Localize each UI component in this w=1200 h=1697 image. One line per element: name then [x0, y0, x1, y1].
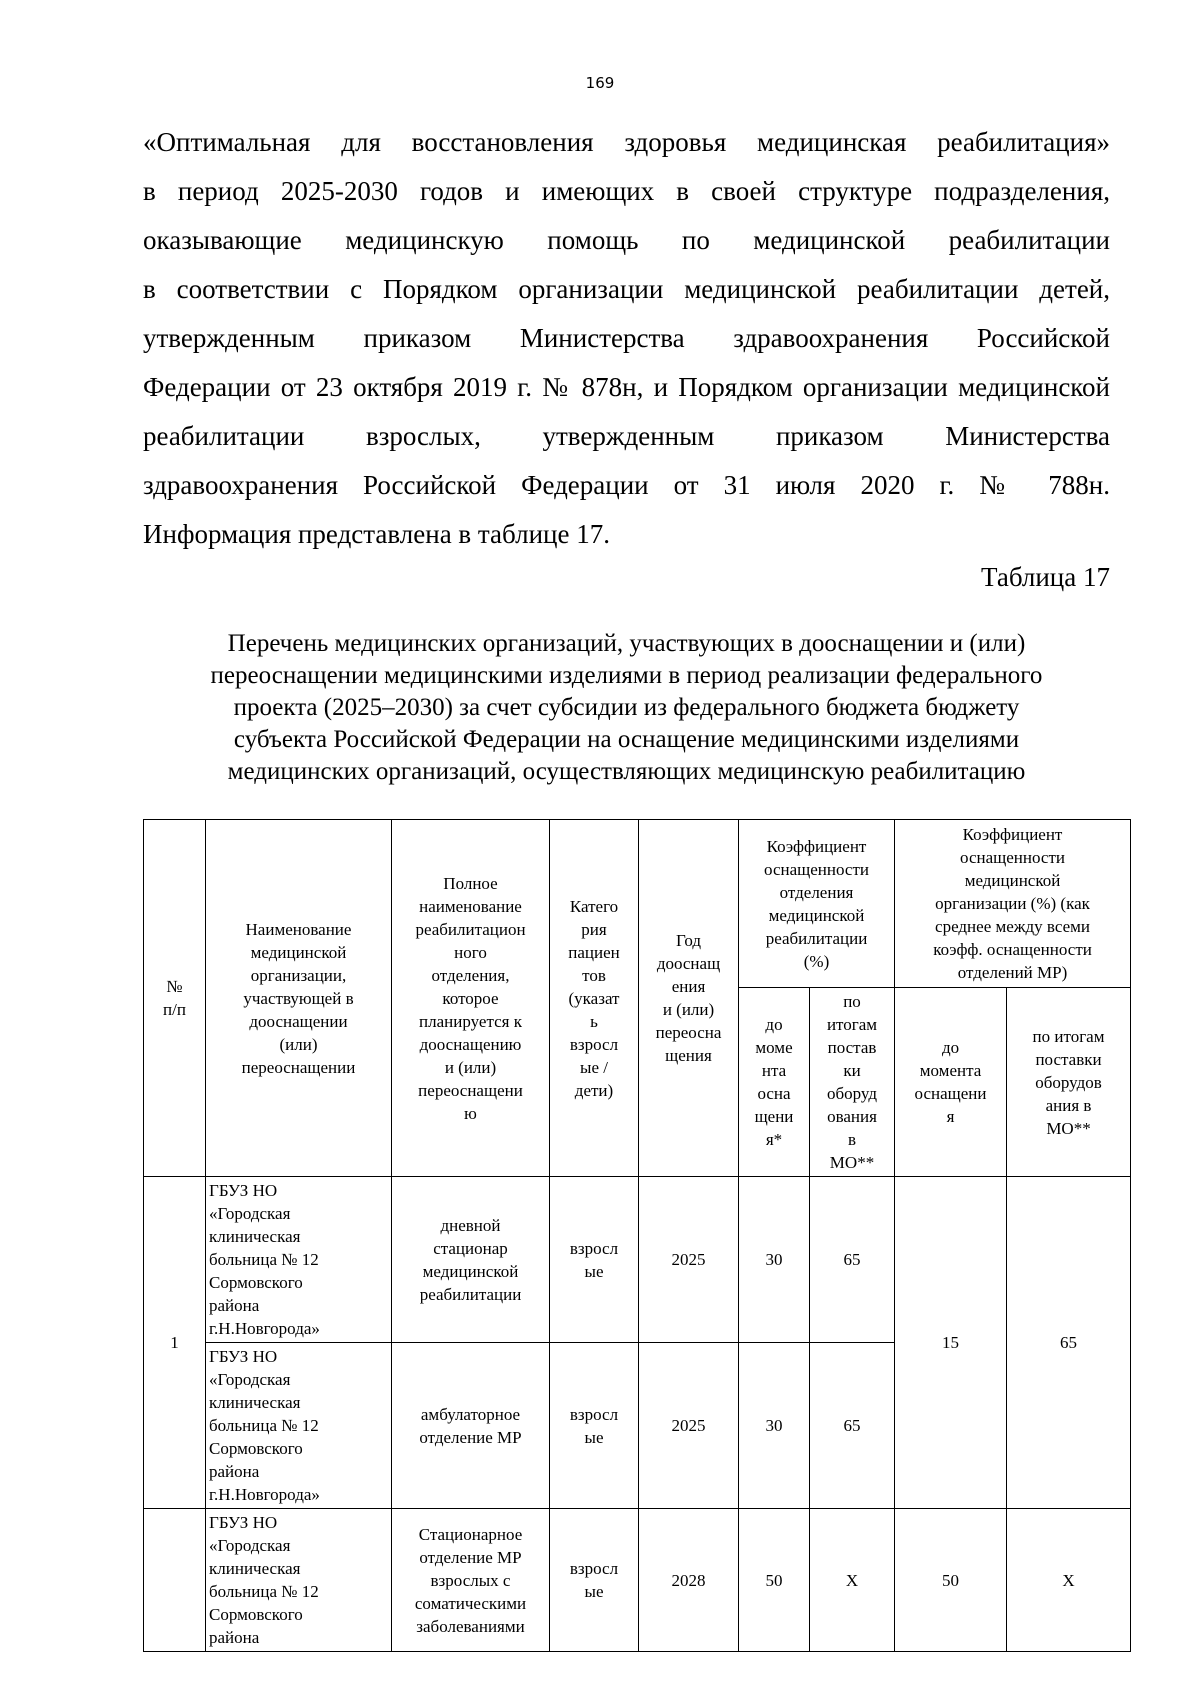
patient-category: взросл ые [550, 1343, 639, 1509]
dept-name: дневной стационар медицинской реабилитации [392, 1177, 550, 1343]
paragraph-line: реабилитации взрослых, утвержденным приказом Министерства [143, 421, 1110, 451]
dept-coef-after: 65 [810, 1177, 895, 1343]
paragraph-line: Информация представлена в таблице 17. [143, 519, 610, 549]
header-dept-coef-before: до моме нта осна щени я* [739, 988, 810, 1177]
year: 2025 [639, 1343, 739, 1509]
table-label: Таблица 17 [981, 562, 1110, 592]
paragraph-line: в период 2025-2030 годов и имеющих в своей структуре подразделения, [143, 176, 1110, 206]
paragraph-line: «Оптимальная для восстановления здоровья медицинская реабилитация» [143, 127, 1110, 157]
paragraph-line: оказывающие медицинскую помощь по медицинской реабилитации [143, 225, 1110, 255]
caption-line: переоснащении медицинскими изделиями в период реализации федерального [210, 662, 1043, 689]
org-coef-before: 15 [895, 1177, 1007, 1509]
header-dept-coef-after: по итогам постав ки оборуд ования в МО** [810, 988, 895, 1177]
caption-line: Перечень медицинских организаций, участвующих в дооснащении и (или) [227, 630, 1026, 657]
dept-coef-after: 65 [810, 1343, 895, 1509]
paragraph-line: Федерации от 23 октября 2019 г. № 878н, и Порядком организации медицинской [143, 372, 1110, 402]
patient-category: взросл ые [550, 1177, 639, 1343]
org-name: ГБУЗ НО «Городская клиническая больница № 12 Сормовского района г.Н.Новгорода» [206, 1343, 392, 1509]
row-number [144, 1509, 206, 1652]
dept-coef-before: 30 [739, 1177, 810, 1343]
dept-name: Стационарное отделение МР взрослых с соматическими заболеваниями [392, 1509, 550, 1652]
table-row [144, 1509, 1131, 1652]
header-row [144, 820, 1131, 988]
dept-coef-before: 50 [739, 1509, 810, 1652]
org-coef-before: 50 [895, 1509, 1007, 1652]
dept-name: амбулаторное отделение МР [392, 1343, 550, 1509]
caption-line: субъекта Российской Федерации на оснащение медицинскими изделиями [233, 726, 1020, 753]
header-org-coef: Коэффициент оснащенности медицинской организации (%) (как среднее между всеми коэфф. оснащенности отделений МР) [895, 820, 1131, 988]
caption-line: проекта (2025–2030) за счет субсидии из федерального бюджета бюджету [233, 694, 1020, 721]
paragraph-line: утвержденным приказом Министерства здравоохранения Российской [143, 323, 1110, 353]
paragraph-line: здравоохранения Российской Федерации от 31 июля 2020 г. № 788н. [143, 470, 1110, 500]
dept-coef-before: 30 [739, 1343, 810, 1509]
header-dept-coef: Коэффициент оснащенности отделения медицинской реабилитации (%) [739, 820, 895, 988]
year: 2028 [639, 1509, 739, 1652]
dept-coef-after: X [810, 1509, 895, 1652]
year: 2025 [639, 1177, 739, 1343]
patient-category: взросл ые [550, 1509, 639, 1652]
page-number: 169 [585, 74, 615, 92]
header-num: № п/п [144, 820, 206, 1177]
row-number: 1 [144, 1177, 206, 1509]
table-row [144, 1177, 1131, 1343]
org-name: ГБУЗ НО «Городская клиническая больница № 12 Сормовского района г.Н.Новгорода» [206, 1177, 392, 1343]
org-coef-after: X [1007, 1509, 1131, 1652]
caption-line: медицинских организаций, осуществляющих медицинскую реабилитацию [227, 758, 1026, 785]
org-name: ГБУЗ НО «Городская клиническая больница № 12 Сормовского района [206, 1509, 392, 1652]
intro-paragraph [143, 118, 1110, 559]
header-org: Наименование медицинской организации, участвующей в дооснащении (или) переоснащении [206, 820, 392, 1177]
header-org-coef-before: до момента оснащени я [895, 988, 1007, 1177]
header-org-coef-after: по итогам поставки оборудов ания в МО** [1007, 988, 1131, 1177]
header-category: Катего рия пациен тов (указат ь взросл ые / дети) [550, 820, 639, 1177]
organizations-table [143, 819, 1131, 1652]
org-coef-after: 65 [1007, 1177, 1131, 1509]
header-dept: Полное наименование реабилитацион ного отделения, которое планируется к дооснащению и (или) переоснащени ю [392, 820, 550, 1177]
paragraph-line: в соответствии с Порядком организации медицинской реабилитации детей, [143, 274, 1110, 304]
header-year: Год дооснащ ения и (или) переосна щения [639, 820, 739, 1177]
table-caption [143, 628, 1110, 788]
